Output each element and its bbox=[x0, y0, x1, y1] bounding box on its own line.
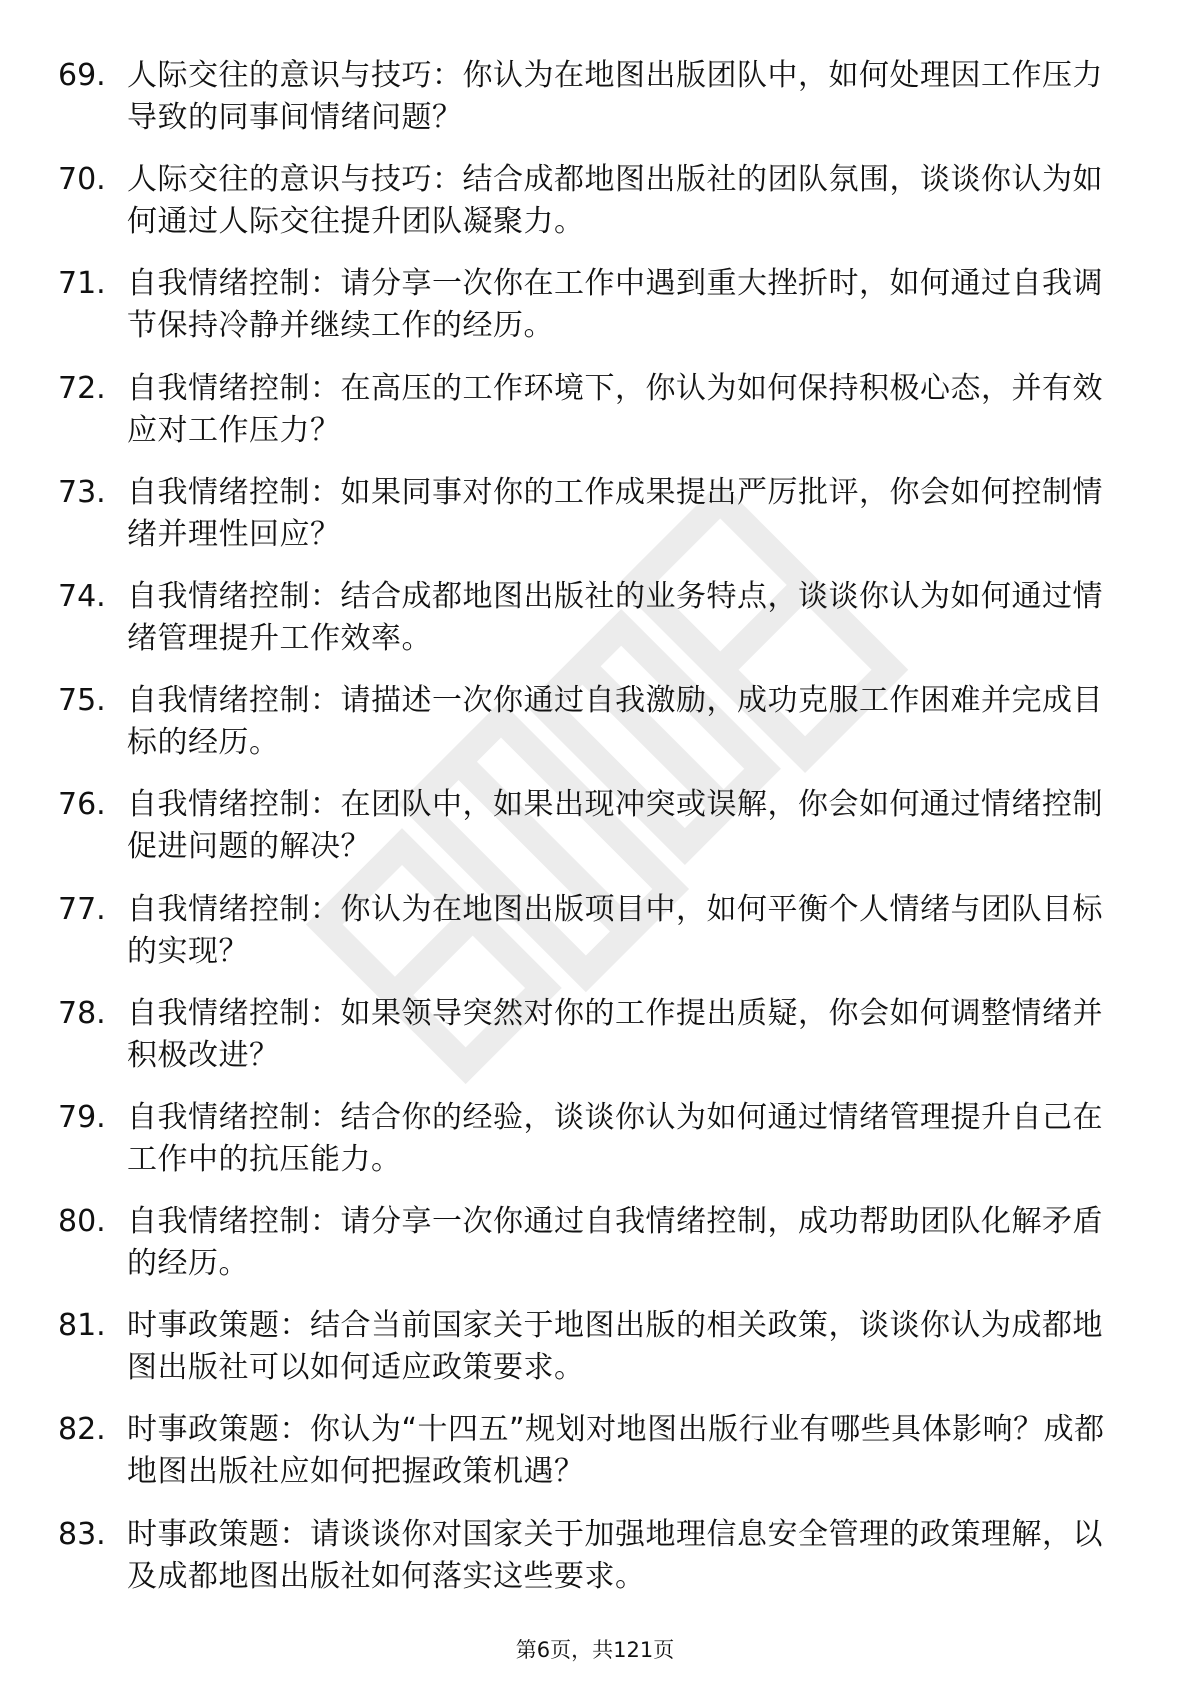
question-number: 79. bbox=[58, 1099, 106, 1135]
question-number: 77. bbox=[58, 891, 106, 927]
question-text: 自我情绪控制：如果同事对你的工作成果提出严厉批评，你会如何控制情绪并理性回应？ bbox=[127, 474, 1103, 552]
question-text: 自我情绪控制：请分享一次你通过自我情绪控制，成功帮助团队化解矛盾的经历。 bbox=[127, 1204, 1103, 1282]
question-item bbox=[58, 680, 1118, 784]
question-item bbox=[58, 263, 1118, 367]
question-text: 自我情绪控制：请分享一次你在工作中遇到重大挫折时，如何通过自我调节保持冷静并继续工作的经历。 bbox=[127, 266, 1103, 344]
question-text: 时事政策题：结合当前国家关于地图出版的相关政策，谈谈你认为成都地图出版社可以如何适应政策要求。 bbox=[127, 1308, 1103, 1386]
question-list bbox=[58, 55, 1118, 1618]
question-item bbox=[58, 576, 1118, 680]
question-item bbox=[58, 159, 1118, 263]
question-text: 自我情绪控制：请描述一次你通过自我激励，成功克服工作困难并完成目标的经历。 bbox=[127, 683, 1103, 761]
question-text: 自我情绪控制：你认为在地图出版项目中，如何平衡个人情绪与团队目标的实现？ bbox=[127, 891, 1103, 969]
question-text: 自我情绪控制：在高压的工作环境下，你认为如何保持积极心态，并有效应对工作压力？ bbox=[127, 370, 1103, 448]
question-number: 76. bbox=[58, 787, 106, 823]
question-item bbox=[58, 1305, 1118, 1409]
question-number: 80. bbox=[58, 1204, 106, 1240]
question-number: 75. bbox=[58, 683, 106, 719]
question-number: 72. bbox=[58, 370, 106, 406]
question-text: 人际交往的意识与技巧：结合成都地图出版社的团队氛围，谈谈你认为如何通过人际交往提升团队凝聚力。 bbox=[127, 162, 1103, 240]
question-item bbox=[58, 55, 1118, 159]
question-text: 时事政策题：你认为“十四五”规划对地图出版行业有哪些具体影响？成都地图出版社应如何把握政策机遇？ bbox=[127, 1412, 1105, 1490]
question-item bbox=[58, 1409, 1118, 1513]
question-item bbox=[58, 993, 1118, 1097]
question-item bbox=[58, 784, 1118, 888]
question-number: 70. bbox=[58, 162, 106, 198]
question-text: 时事政策题：请谈谈你对国家关于加强地理信息安全管理的政策理解，以及成都地图出版社如何落实这些要求。 bbox=[127, 1516, 1103, 1594]
question-item bbox=[58, 1097, 1118, 1201]
question-number: 71. bbox=[58, 266, 106, 302]
question-item bbox=[58, 472, 1118, 576]
question-item bbox=[58, 368, 1118, 472]
question-number: 82. bbox=[58, 1412, 106, 1448]
question-number: 78. bbox=[58, 995, 106, 1031]
question-text: 自我情绪控制：结合成都地图出版社的业务特点，谈谈你认为如何通过情绪管理提升工作效率。 bbox=[127, 578, 1103, 656]
question-text: 自我情绪控制：结合你的经验，谈谈你认为如何通过情绪管理提升自己在工作中的抗压能力。 bbox=[127, 1099, 1103, 1177]
question-text: 自我情绪控制：在团队中，如果出现冲突或误解，你会如何通过情绪控制促进问题的解决？ bbox=[127, 787, 1103, 865]
question-number: 74. bbox=[58, 578, 106, 614]
question-number: 81. bbox=[58, 1308, 106, 1344]
question-text: 自我情绪控制：如果领导突然对你的工作提出质疑，你会如何调整情绪并积极改进？ bbox=[127, 995, 1103, 1073]
page-footer: 第6页，共121页 bbox=[515, 1638, 675, 1662]
question-item bbox=[58, 889, 1118, 993]
question-item bbox=[58, 1514, 1118, 1618]
question-text: 人际交往的意识与技巧：你认为在地图出版团队中，如何处理因工作压力导致的同事间情绪问题？ bbox=[127, 58, 1103, 135]
question-item bbox=[58, 1201, 1118, 1305]
question-number: 69. bbox=[58, 58, 106, 93]
question-number: 73. bbox=[58, 474, 106, 510]
question-number: 83. bbox=[58, 1516, 106, 1552]
